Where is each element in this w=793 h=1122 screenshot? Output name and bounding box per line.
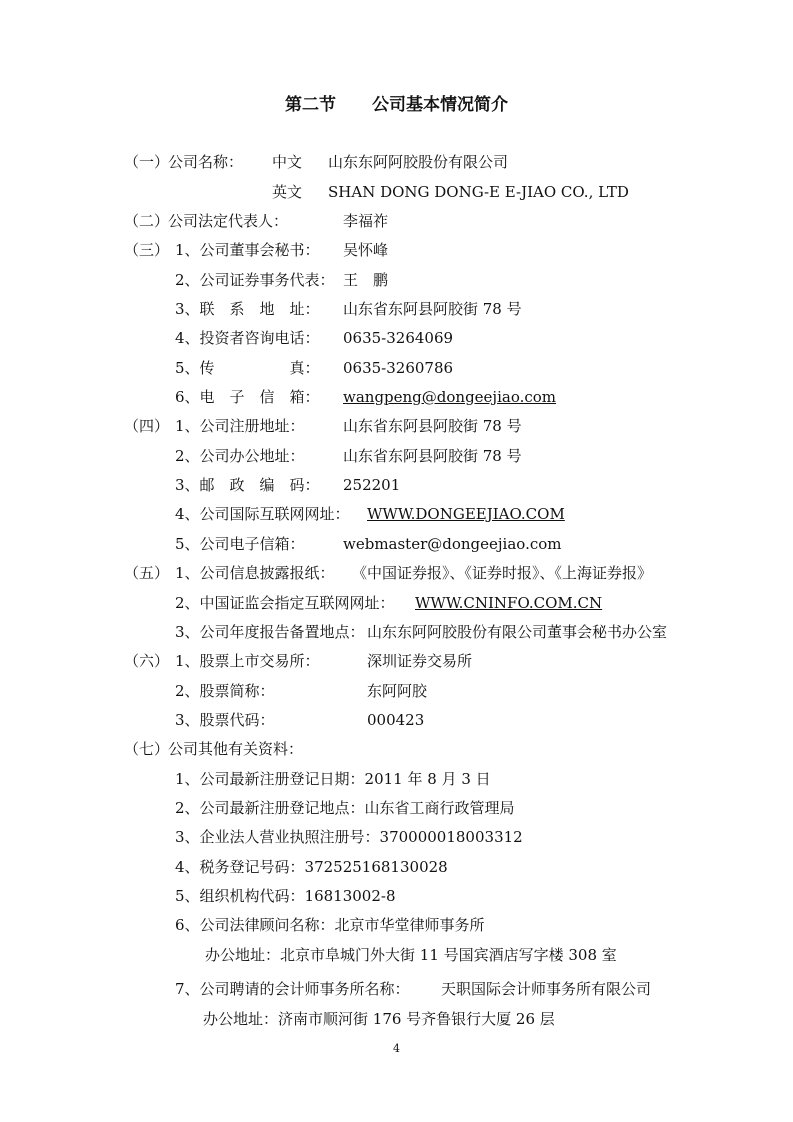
section-title-text: 公司基本情况简介 bbox=[372, 95, 508, 115]
securities-rep-value: 王 鹏 bbox=[343, 271, 389, 289]
board-secretary-label: 1、公司董事会秘书： bbox=[175, 241, 320, 259]
chinese-tag: 中文 bbox=[272, 153, 303, 171]
investor-phone-value: 0635-3264069 bbox=[343, 329, 454, 347]
securities-rep-label: 2、公司证券事务代表： bbox=[175, 271, 335, 289]
accounting-firm-address: 办公地址：济南市顺河街 176 号齐鲁银行大厦 26 层 bbox=[203, 1010, 555, 1028]
stock-abbr-value: 东阿阿胶 bbox=[367, 682, 428, 700]
business-license-number: 3、企业法人营业执照注册号：370000018003312 bbox=[175, 828, 523, 846]
item-marker-3: （三） bbox=[124, 241, 170, 259]
postal-code-label: 3、邮 政 编 码： bbox=[175, 476, 320, 494]
legal-rep-label: 公司法定代表人： bbox=[168, 212, 289, 230]
legal-advisor-address: 办公地址：北京市阜城门外大街 11 号国宾酒店写字楼 308 室 bbox=[205, 946, 617, 964]
item-marker-2: （二） bbox=[124, 212, 170, 230]
accounting-firm-value: 天职国际会计师事务所有限公司 bbox=[441, 980, 652, 998]
fax-label: 5、传 真： bbox=[175, 359, 320, 377]
company-name-en: SHAN DONG DONG-E E-JIAO CO., LTD bbox=[328, 183, 629, 201]
section-title bbox=[0, 93, 793, 117]
legal-rep-value: 李福祚 bbox=[343, 212, 389, 230]
page-number: 4 bbox=[393, 1042, 400, 1055]
other-info-label: 公司其他有关资料： bbox=[168, 740, 304, 758]
tax-registration-number: 4、税务登记号码：372525168130028 bbox=[175, 858, 448, 876]
stock-abbr-label: 2、股票简称： bbox=[175, 682, 275, 700]
registration-place: 2、公司最新注册登记地点：山东省工商行政管理局 bbox=[175, 799, 515, 817]
company-email-value: webmaster@dongeejiao.com bbox=[343, 535, 562, 553]
report-location-label: 3、公司年度报告备置地点： bbox=[175, 623, 365, 641]
board-secretary-value: 吴怀峰 bbox=[343, 241, 389, 259]
organization-code: 5、组织机构代码：16813002-8 bbox=[175, 887, 396, 905]
email-link[interactable]: wangpeng@dongeejiao.com bbox=[343, 388, 557, 406]
legal-advisor: 6、公司法律顾问名称：北京市华堂律师事务所 bbox=[175, 916, 485, 934]
stock-code-label: 3、股票代码： bbox=[175, 711, 275, 729]
stock-exchange-label: 1、股票上市交易所： bbox=[175, 652, 320, 670]
contact-address-value: 山东省东阿县阿胶街 78 号 bbox=[343, 300, 522, 318]
item-marker-5: （五） bbox=[124, 564, 170, 582]
contact-address-label: 3、联 系 地 址： bbox=[175, 300, 320, 318]
section-number: 第二节 bbox=[285, 95, 336, 115]
stock-code-value: 000423 bbox=[367, 711, 425, 729]
office-address-label: 2、公司办公地址： bbox=[175, 447, 305, 465]
company-name-label: 公司名称： bbox=[168, 153, 244, 171]
company-name-cn: 山东东阿阿胶股份有限公司 bbox=[328, 153, 509, 171]
office-address-value: 山东省东阿县阿胶街 78 号 bbox=[343, 447, 522, 465]
company-email-label: 5、公司电子信箱： bbox=[175, 535, 305, 553]
investor-phone-label: 4、投资者咨询电话： bbox=[175, 329, 320, 347]
csrc-website-link[interactable]: WWW.CNINFO.COM.CN bbox=[415, 594, 603, 612]
registration-date: 1、公司最新注册登记日期：2011 年 8 月 3 日 bbox=[175, 770, 491, 788]
report-location-value: 山东东阿阿胶股份有限公司董事会秘书办公室 bbox=[367, 623, 668, 641]
stock-exchange-value: 深圳证券交易所 bbox=[367, 652, 473, 670]
registered-address-value: 山东省东阿县阿胶街 78 号 bbox=[343, 417, 522, 435]
item-marker-4: （四） bbox=[124, 417, 170, 435]
website-label: 4、公司国际互联网网址： bbox=[175, 505, 350, 523]
english-tag: 英文 bbox=[272, 183, 303, 201]
email-label: 6、电 子 信 箱： bbox=[175, 388, 320, 406]
item-marker-7: （七） bbox=[124, 740, 170, 758]
disclosure-papers-label: 1、公司信息披露报纸： bbox=[175, 564, 335, 582]
accounting-firm-label: 7、公司聘请的会计师事务所名称： bbox=[175, 980, 410, 998]
registered-address-label: 1、公司注册地址： bbox=[175, 417, 305, 435]
csrc-website-label: 2、中国证监会指定互联网网址： bbox=[175, 594, 395, 612]
disclosure-papers-value: 《中国证券报》、《证券时报》、《上海证券报》 bbox=[352, 564, 653, 582]
website-link[interactable]: WWW.DONGEEJIAO.COM bbox=[367, 505, 565, 523]
fax-value: 0635-3260786 bbox=[343, 359, 454, 377]
item-marker-6: （六） bbox=[124, 652, 170, 670]
item-marker-1: （一） bbox=[124, 153, 170, 171]
postal-code-value: 252201 bbox=[343, 476, 401, 494]
